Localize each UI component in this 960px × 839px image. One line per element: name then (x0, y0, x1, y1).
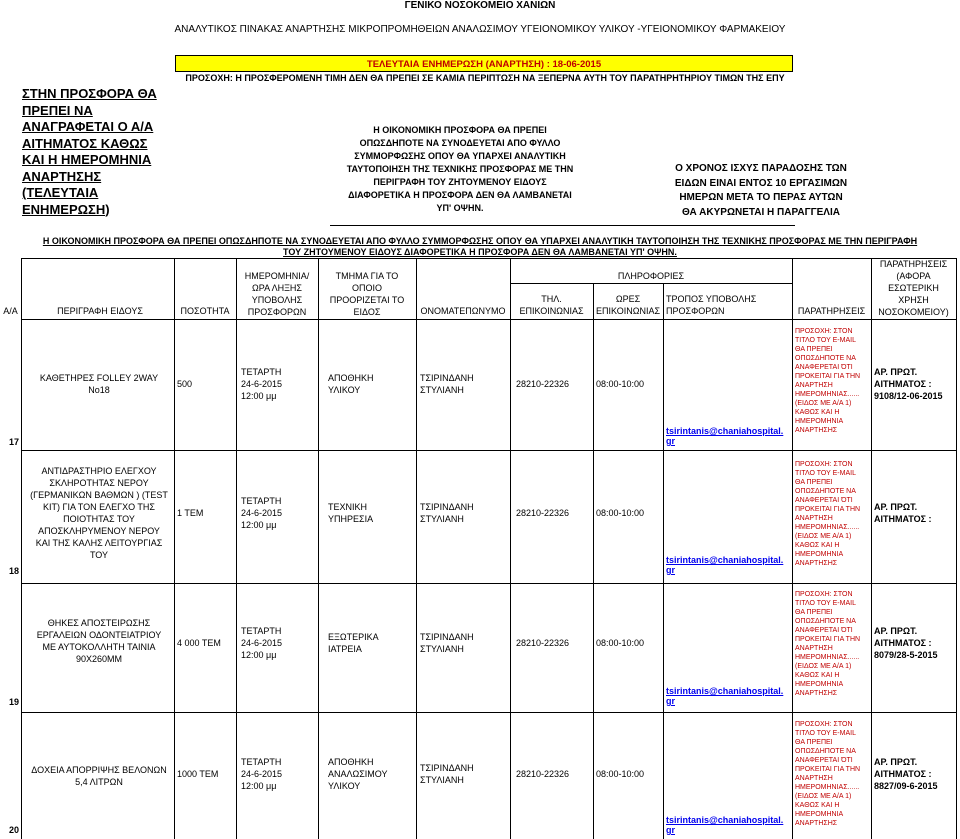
remark-line: ΟΠΩΣΔΗΠΟΤΕ ΝΑ (795, 488, 856, 495)
email-remark (795, 720, 875, 828)
email-line[interactable]: tsirintanis@chaniahospital. (666, 815, 784, 825)
contact-phone: 28210-22326 (516, 508, 570, 518)
email-line[interactable]: tsirintanis@chaniahospital. (666, 426, 784, 436)
item-deadline (241, 366, 282, 402)
item-quantity: 1000 ΤΕΜ (177, 769, 219, 779)
description-line: ΚΑΙ ΤΗΣ ΚΑΛΗΣ ΛΕΙΤΟΥΡΓΙΑΣ (35, 538, 163, 548)
remark-line: ΗΜΕΡΟΜΗΝΙΑΣ...... (795, 784, 860, 791)
deadline-line: 12:00 μμ (241, 391, 277, 401)
document-title: ΑΝΑΛΥΤΙΚΟΣ ΠΙΝΑΚΑΣ ΑΝΑΡΤΗΣΗΣ ΜΙΚΡΟΠΡΟΜΗΘΕΙΩΝ ΑΝΑΛΩΣΙΜΟΥ ΥΓΕΙΟΝΟΜΙΚΟΥ ΥΛΙΚΟΥ -ΥΓΕΙΟΝΟΜΙΚΟΥ ΦΑΡΜΑΚΕΙΟΥ (174, 24, 786, 35)
remark-line: (ΕΙΔΟΣ ΜΕ Α/Α 1) (795, 793, 852, 800)
header-department-line: ΠΡΟΟΡΙΖΕΤΑΙ ΤΟ (329, 295, 405, 305)
item-department (328, 372, 374, 396)
column-border (663, 283, 664, 839)
deadline-line: ΤΕΤΑΡΤΗ (241, 757, 282, 767)
item-description (24, 372, 174, 396)
contact-name (420, 762, 474, 786)
remark-line: ΗΜΕΡΟΜΗΝΙΑ (795, 551, 844, 558)
remark-line: ΚΑΘΩΣ ΚΑΙ Η (795, 672, 840, 679)
delivery-note-line: ΗΜΕΡΩΝ ΜΕΤΑ ΤΟ ΠΕΡΑΣ ΑΥΤΩΝ (679, 192, 843, 203)
email-line[interactable]: gr (666, 565, 675, 575)
divider (330, 225, 795, 226)
department-line: ΥΛΙΚΟΥ (328, 385, 361, 395)
header-deadline-line: ΥΠΟΒΟΛΗΣ (251, 295, 303, 305)
header-deadline-line: ΗΜΕΡΟΜΗΝΙΑ/ (244, 271, 310, 281)
delivery-note-line: ΘΑ ΑΚΥΡΩΝΕΤΑΙ Η ΠΑΡΑΓΓΕΛΙΑ (682, 206, 840, 218)
remark-line: ΗΜΕΡΟΜΗΝΙΑΣ...... (795, 524, 860, 531)
compliance-note-line: Η ΟΙΚΟΝΟΜΙΚΗ ΠΡΟΣΦΟΡΑ ΘΑ ΠΡΕΠΕΙ (373, 125, 547, 135)
remark-line: ΠΡΟΣΟΧΗ: ΣΤΟΝ (795, 591, 853, 598)
internal-remark (874, 756, 938, 792)
header-deadline-line: ΩΡΑ ΛΗΞΗΣ (252, 283, 302, 293)
remark-line: ΠΡΟΣΟΧΗ: ΣΤΟΝ (795, 461, 853, 468)
column-border (21, 258, 22, 839)
remark-line: ΑΝΑΡΤΗΣΗ (795, 775, 833, 782)
compliance-note-line: ΠΕΡΙΓΡΑΦΗ ΤΟΥ ΖΗΤΟΥΜΕΝΟΥ ΕΙΔΟΥΣ (373, 177, 547, 187)
email-link[interactable] (666, 815, 783, 835)
delivery-note (628, 162, 894, 220)
header-internal-line: ΕΣΩΤΕΡΙΚΗ (888, 283, 939, 293)
remark-line: ΚΑΘΩΣ ΚΑΙ Η (795, 542, 840, 549)
email-remark (795, 327, 875, 435)
internal-line: ΑΙΤΗΜΑΤΟΣ : (874, 514, 932, 524)
contact-hours: 08:00-10:00 (596, 769, 645, 779)
column-border (792, 258, 793, 839)
description-line: ΚΑΘΕΤΗΡΕΣ FOLLEY 2WAY (39, 373, 159, 383)
price-warning: ΠΡΟΣΟΧΗ: Η ΠΡΟΣΦΕΡΟΜΕΝΗ ΤΙΜΗ ΔΕΝ ΘΑ ΠΡΕΠΕΙ ΣΕ ΚΑΜΙΑ ΠΕΡΙΠΤΩΣΗ ΝΑ ΞΕΠΕΡΝΑ ΑΥΤΗ ΤΟΥ ΠΑΡΑΤΗΡΗΤΗΡΙΟΥ ΤΙΜΩΝ ΤΗΣ ΕΠΥ (185, 73, 785, 83)
description-line: No18 (88, 385, 110, 395)
description-line: ΤΟΥ (89, 550, 109, 560)
deadline-line: ΤΕΤΑΡΤΗ (241, 367, 282, 377)
remark-line: ΘΑ ΠΡΕΠΕΙ (795, 346, 833, 353)
hospital-name: ΓΕΝΙΚΟ ΝΟΣΟΚΟΜΕΙΟ ΧΑΝΙΩΝ (404, 0, 556, 11)
compliance-note-line: ΟΠΩΣΔΗΠΟΤΕ ΝΑ ΣΥΝΟΔΕΥΕΤΑΙ ΑΠΟ ΦΥΛΛΟ (359, 138, 561, 148)
remark-line: ΗΜΕΡΟΜΗΝΙΑ (795, 811, 844, 818)
item-description (24, 617, 174, 665)
header-department-line: ΟΠΟΙΟ (351, 283, 382, 293)
header-internal-line: ΝΟΣΟΚΟΜΕΙΟΥ) (878, 307, 949, 317)
left-note-line: ΣΤΗΝ ΠΡΟΣΦΟΡΑ ΘΑ (22, 86, 157, 101)
header-department-line: ΤΜΗΜΑ ΓΙΑ ΤΟ (335, 271, 399, 281)
compliance-note (325, 124, 595, 215)
header-submission-line: ΠΡΟΣΦΟΡΩΝ (666, 306, 725, 316)
name-line: ΤΣΙΡΙΝΔΑΝΗ (420, 373, 474, 383)
remark-line: ΠΡΟΣΟΧΗ: ΣΤΟΝ (795, 721, 853, 728)
remark-line: ΑΝΑΡΤΗΣΗΣ (795, 690, 838, 697)
remark-line: ΑΝΑΡΤΗΣΗΣ (795, 427, 838, 434)
remark-line: ΤΙΤΛΟ ΤΟΥ E-MAIL (795, 600, 856, 607)
internal-line: 9108/12-06-2015 (874, 391, 943, 401)
description-line: ΔΟΧΕΙΑ ΑΠΟΡΡΙΨΗΣ ΒΕΛΟΝΩΝ (31, 765, 167, 775)
contact-phone: 28210-22326 (516, 379, 570, 389)
remark-line: ΠΡΟΚΕΙΤΑΙ ΓΙΑ ΤΗΝ (795, 506, 861, 513)
email-link[interactable] (666, 555, 783, 575)
left-note (22, 86, 174, 218)
email-remark (795, 460, 875, 568)
table-top-border (21, 258, 957, 259)
deadline-line: 24-6-2015 (241, 638, 283, 648)
internal-remark (874, 501, 931, 525)
remark-line: ΑΝΑΦΕΡΕΤΑΙ ΌΤΙ (795, 497, 853, 504)
full-width-note (0, 236, 960, 258)
compliance-note-line: ΤΑΥΤΟΠΟΙΗΣΗ ΤΗΣ ΤΕΧΝΙΚΗΣ ΠΡΟΣΦΟΡΑΣ ΜΕ ΤΗΝ (346, 164, 574, 174)
remark-line: ΑΝΑΦΕΡΕΤΑΙ ΌΤΙ (795, 757, 853, 764)
description-line: 5,4 ΛΙΤΡΩΝ (75, 777, 123, 787)
deadline-line: ΤΕΤΑΡΤΗ (241, 496, 282, 506)
description-line: ΑΝΤΙΔΡΑΣΤΗΡΙΟ ΕΛΕΓΧΟΥ (41, 466, 157, 476)
internal-line: 8079/28-5-2015 (874, 650, 938, 660)
internal-line: ΑΡ. ΠΡΩΤ. (874, 626, 918, 636)
name-line: ΣΤΥΛΙΑΝΗ (420, 644, 464, 654)
header-department-line: ΕΙΔΟΣ (353, 307, 381, 317)
description-line: 90Χ260ΜΜ (75, 654, 123, 664)
remark-line: ΗΜΕΡΟΜΗΝΙΑ (795, 681, 844, 688)
remark-line: ΟΠΩΣΔΗΠΟΤΕ ΝΑ (795, 355, 856, 362)
remark-line: ΤΙΤΛΟ ΤΟΥ E-MAIL (795, 470, 856, 477)
header-remarks: ΠΑΡΑΤΗΡΗΣΕΙΣ (797, 306, 866, 316)
department-line: ΑΠΟΘΗΚΗ (328, 373, 374, 383)
column-border (956, 258, 957, 839)
column-border (318, 258, 319, 839)
internal-line: ΑΙΤΗΜΑΤΟΣ : (874, 379, 932, 389)
remark-line: ΘΑ ΠΡΕΠΕΙ (795, 609, 833, 616)
contact-hours: 08:00-10:00 (596, 638, 645, 648)
contact-hours: 08:00-10:00 (596, 379, 645, 389)
internal-line: ΑΡ. ΠΡΩΤ. (874, 367, 918, 377)
column-border (416, 258, 417, 839)
row-border (21, 450, 957, 451)
compliance-note-line: ΣΥΜΜΟΡΦΩΣΗΣ ΟΠΟΥ ΘΑ ΥΠΑΡΧΕΙ ΑΝΑΛΥΤΙΚΗ (354, 151, 566, 161)
remark-line: ΤΙΤΛΟ ΤΟΥ E-MAIL (795, 730, 856, 737)
row-number: 20 (9, 825, 20, 835)
delivery-note-line: Ο ΧΡΟΝΟΣ ΙΣΧΥΣ ΠΑΡΑΔΟΣΗΣ ΤΩΝ (675, 163, 847, 174)
remark-line: ΑΝΑΡΤΗΣΗ (795, 382, 833, 389)
remark-line: (ΕΙΔΟΣ ΜΕ Α/Α 1) (795, 533, 852, 540)
left-note-line: (ΤΕΛΕΥΤΑΙΑ (22, 185, 99, 200)
header-hours-line: ΕΠΙΚΟΙΝΩΝΙΑΣ (595, 306, 661, 316)
column-border (510, 258, 511, 839)
header-phone-line: ΤΗΛ. (541, 294, 562, 304)
compliance-note-line: ΔΙΑΦΟΡΕΤΙΚΑ Η ΠΡΟΣΦΟΡΑ ΔΕΝ ΘΑ ΛΑΜΒΑΝΕΤΑΙ (348, 190, 572, 200)
item-department (328, 756, 388, 792)
deadline-line: 24-6-2015 (241, 379, 283, 389)
header-internal-remarks (871, 258, 956, 318)
item-description (24, 764, 174, 788)
item-deadline (241, 756, 282, 792)
item-quantity: 4 000 ΤΕΜ (177, 638, 221, 648)
remark-line: (ΕΙΔΟΣ ΜΕ Α/Α 1) (795, 663, 852, 670)
name-line: ΤΣΙΡΙΝΔΑΝΗ (420, 763, 474, 773)
row-border (21, 583, 957, 584)
column-border (174, 258, 175, 839)
remark-line: ΠΡΟΣΟΧΗ: ΣΤΟΝ (795, 328, 853, 335)
delivery-note-line: ΕΙΔΩΝ ΕΙΝΑΙ ΕΝΤΟΣ 10 ΕΡΓΑΣΙΜΩΝ (674, 177, 848, 189)
remark-line: ΤΙΤΛΟ ΤΟΥ E-MAIL (795, 337, 856, 344)
contact-phone: 28210-22326 (516, 638, 570, 648)
description-line: (ΓΕΡΜΑΝΙΚΩΝ ΒΑΘΜΩΝ ) (TEST (30, 490, 168, 500)
left-note-line: ΠΡΕΠΕΙ ΝΑ (22, 102, 93, 118)
remark-line: ΗΜΕΡΟΜΗΝΙΑΣ...... (795, 654, 860, 661)
left-note-line: ΑΙΤΗΜΑΤΟΣ ΚΑΘΩΣ (22, 135, 148, 151)
description-line: ΣΚΛΗΡΟΤΗΤΑΣ ΝΕΡΟΥ (49, 478, 149, 488)
department-line: ΥΠΗΡΕΣΙΑ (328, 514, 374, 524)
header-phone (510, 293, 593, 317)
remark-line: ΑΝΑΡΤΗΣΗ (795, 515, 833, 522)
department-line: ΙΑΤΡΕΙΑ (328, 644, 362, 654)
description-line: ΑΠΟΣΚΛΗΡΥΜΕΝΟΥ ΝΕΡΟΥ (38, 526, 160, 536)
header-deadline-line: ΠΡΟΣΦΟΡΩΝ (247, 307, 307, 317)
remark-line: ΠΡΟΚΕΙΤΑΙ ΓΙΑ ΤΗΝ (795, 636, 861, 643)
remark-line: ΟΠΩΣΔΗΠΟΤΕ ΝΑ (795, 748, 856, 755)
row-number: 17 (9, 437, 20, 447)
header-submission (663, 293, 795, 317)
header-quantity: ΠΟΣΟΤΗΤΑ (180, 306, 230, 316)
description-line: ΠΟΙΟΤΗΤΑΣ ΤΟΥ (63, 514, 135, 524)
remark-line: ΑΝΑΡΤΗΣΗ (795, 645, 833, 652)
header-deadline (236, 270, 318, 318)
description-line: ΕΡΓΑΛΕΙΩΝ ΟΔΟΝΤΕΙΑΤΡΙΟΥ (36, 630, 162, 640)
email-line[interactable]: tsirintanis@chaniahospital. (666, 555, 784, 565)
remark-line: ΗΜΕΡΟΜΗΝΙΑ (795, 418, 844, 425)
department-line: ΑΝΑΛΩΣΙΜΟΥ (328, 769, 388, 779)
internal-line: ΑΡ. ΠΡΩΤ. (874, 502, 918, 512)
item-department (328, 631, 379, 655)
name-line: ΣΤΥΛΙΑΝΗ (420, 514, 464, 524)
remark-line: (ΕΙΔΟΣ ΜΕ Α/Α 1) (795, 400, 852, 407)
internal-remark (874, 625, 938, 661)
item-deadline (241, 625, 282, 661)
left-note-line: ΚΑΙ Η ΗΜΕΡΟΜΗΝΙΑ (22, 152, 152, 167)
internal-line: ΑΙΤΗΜΑΤΟΣ : (874, 769, 932, 779)
department-line: ΕΞΩΤΕΡΙΚΑ (328, 632, 379, 642)
last-update-text: ΤΕΛΕΥΤΑΙΑ ΕΝΗΜΕΡΩΣΗ (ΑΝΑΡΤΗΣΗ) : 18-06-2015 (366, 59, 602, 70)
item-deadline (241, 495, 282, 531)
left-note-line: ΑΝΑΡΤΗΣΗΣ (22, 168, 102, 184)
header-internal-line: (ΑΦΟΡΑ (896, 271, 931, 281)
left-note-line: ΕΝΗΜΕΡΩΣΗ) (22, 201, 110, 217)
name-line: ΣΤΥΛΙΑΝΗ (420, 385, 464, 395)
header-department (318, 270, 416, 318)
contact-hours: 08:00-10:00 (596, 508, 645, 518)
email-remark (795, 590, 875, 698)
item-department (328, 501, 373, 525)
header-hours-line: ΩΡΕΣ (615, 294, 641, 304)
item-description (24, 465, 174, 561)
remark-line: ΠΡΟΚΕΙΤΑΙ ΓΙΑ ΤΗΝ (795, 373, 861, 380)
email-line[interactable]: gr (666, 825, 675, 835)
header-info-group: ΠΛΗΡΟΦΟΡΙΕΣ (617, 271, 685, 281)
department-line: ΑΠΟΘΗΚΗ (328, 757, 374, 767)
remark-line: ΑΝΑΦΕΡΕΤΑΙ ΌΤΙ (795, 364, 853, 371)
department-line: ΤΕΧΝΙΚΗ (328, 502, 368, 512)
left-note-line: ΑΝΑΓΡΑΦΕΤΑΙ Ο Α/Α (22, 119, 154, 134)
remark-line: ΘΑ ΠΡΕΠΕΙ (795, 479, 833, 486)
header-aa: Α/Α (3, 306, 18, 316)
column-border (593, 283, 594, 839)
remark-line: ΟΠΩΣΔΗΠΟΤΕ ΝΑ (795, 618, 856, 625)
deadline-line: 12:00 μμ (241, 520, 277, 530)
remark-line: ΘΑ ΠΡΕΠΕΙ (795, 739, 833, 746)
full-note-line: ΤΟΥ ΖΗΤΟΥΜΕΝΟΥ ΕΙΔΟΥΣ ΔΙΑΦΟΡΕΤΙΚΑ Η ΠΡΟΣΦΟΡΑ ΔΕΝ ΘΑ ΛΑΜΒΑΝΕΤΑΙ ΥΠ' ΟΨΗΝ. (283, 247, 677, 257)
deadline-line: 24-6-2015 (241, 508, 283, 518)
deadline-line: 12:00 μμ (241, 650, 277, 660)
email-link[interactable] (666, 686, 783, 706)
description-line: ΘΗΚΕΣ ΑΠΟΣΤΕΙΡΩΣΗΣ (47, 618, 151, 628)
remark-line: ΑΝΑΡΤΗΣΗΣ (795, 820, 838, 827)
contact-name (420, 501, 474, 525)
remark-line: ΑΝΑΦΕΡΕΤΑΙ ΌΤΙ (795, 627, 853, 634)
internal-line: ΑΙΤΗΜΑΤΟΣ : (874, 638, 932, 648)
email-line[interactable]: gr (666, 436, 675, 446)
description-line: ΜΕ ΑΥΤΟΚΟΛΛΗΤΗ ΤΑΙΝΙΑ (42, 642, 156, 652)
email-line[interactable]: gr (666, 696, 675, 706)
deadline-line: 24-6-2015 (241, 769, 283, 779)
header-description: ΠΕΡΙΓΡΑΦΗ ΕΙΔΟΥΣ (57, 306, 143, 316)
column-border (236, 258, 237, 839)
name-line: ΤΣΙΡΙΝΔΑΝΗ (420, 502, 474, 512)
item-quantity: 500 (177, 379, 193, 389)
header-submission-line: ΤΡΟΠΟΣ ΥΠΟΒΟΛΗΣ (666, 294, 757, 304)
department-line: ΥΛΙΚΟΥ (328, 781, 361, 791)
header-name: ΟΝΟΜΑΤΕΠΩΝΥΜΟ (420, 306, 506, 316)
row-number: 18 (9, 566, 20, 576)
header-hours (593, 293, 663, 317)
header-internal-line: ΠΑΡΑΤΗΡΗΣΕΙΣ (879, 259, 948, 269)
contact-name (420, 372, 474, 396)
compliance-note-line: ΥΠ' ΟΨΗΝ. (436, 203, 484, 213)
remark-line: ΚΑΘΩΣ ΚΑΙ Η (795, 802, 840, 809)
remark-line: ΗΜΕΡΟΜΗΝΙΑΣ...... (795, 391, 860, 398)
header-internal-line: ΧΡΗΣΗ (898, 295, 929, 305)
remark-line: ΚΑΘΩΣ ΚΑΙ Η (795, 409, 840, 416)
header-bottom-border (21, 319, 957, 320)
email-link[interactable] (666, 426, 783, 446)
description-line: KIT) ΓΙΑ ΤΟΝ ΕΛΕΓΧΟ ΤΗΣ (42, 502, 155, 512)
item-quantity: 1 ΤΕΜ (177, 508, 204, 518)
internal-remark (874, 366, 943, 402)
internal-line: 8827/09-6-2015 (874, 781, 938, 791)
contact-phone: 28210-22326 (516, 769, 570, 779)
row-number: 19 (9, 697, 20, 707)
name-line: ΣΤΥΛΙΑΝΗ (420, 775, 464, 785)
contact-name (420, 631, 474, 655)
full-note-line: Η ΟΙΚΟΝΟΜΙΚΗ ΠΡΟΣΦΟΡΑ ΘΑ ΠΡΕΠΕΙ ΟΠΩΣΔΗΠΟΤΕ ΝΑ ΣΥΝΟΔΕΥΕΤΑΙ ΑΠΟ ΦΥΛΛΟ ΣΥΜΜΟΡΦΩΣΗΣ ΟΠΟΥ ΘΑ ΥΠΑΡΧΕΙ ΑΝΑΛΥΤΙΚΗ ΤΑΥΤΟΠΟΙΗΣΗ ΤΗΣ ΤΕΧΝΙΚΗΣ ΠΡΟΣΦΟΡΑΣ ΜΕ ΤΗΝ ΠΕΡΙΓΡΑΦΗ (42, 236, 918, 246)
remark-line: ΠΡΟΚΕΙΤΑΙ ΓΙΑ ΤΗΝ (795, 766, 861, 773)
info-group-border (510, 283, 792, 284)
row-border (21, 712, 957, 713)
remark-line: ΑΝΑΡΤΗΣΗΣ (795, 560, 838, 567)
name-line: ΤΣΙΡΙΝΔΑΝΗ (420, 632, 474, 642)
internal-line: ΑΡ. ΠΡΩΤ. (874, 757, 918, 767)
deadline-line: ΤΕΤΑΡΤΗ (241, 626, 282, 636)
email-line[interactable]: tsirintanis@chaniahospital. (666, 686, 784, 696)
header-phone-line: ΕΠΙΚΟΙΝΩΝΙΑΣ (519, 306, 584, 316)
deadline-line: 12:00 μμ (241, 781, 277, 791)
